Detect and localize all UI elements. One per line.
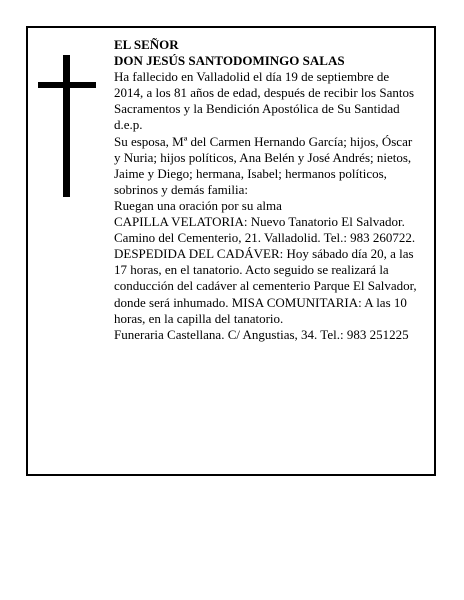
family-list: Su esposa, Mª del Carmen Hernando García; hijos, Óscar y Nuria; hijos políticos, Ana Belén y José Andrés; nietos, Jaime y Diego; hermana, Isabel; hermanos políticos, sobrinos y demás familia: [114, 133, 413, 197]
prayer-request: Ruegan una oración por su alma [114, 197, 282, 213]
farewell-info: DESPEDIDA DEL CADÁVER: Hoy sábado día 20, a las 17 horas, en el tanatorio. Acto seguido se realizará la conducción del cadáver al cementerio Parque El Salvador, donde será inhumado. MISA COMUNITARIA: A las 10 horas, en la capilla del tanatorio. [114, 246, 417, 326]
notice-title-line-2: DON JESÚS SANTODOMINGO SALAS [114, 53, 345, 69]
funeral-home-info: Funeraria Castellana. C/ Angustias, 34. Tel.: 983 251225 [114, 326, 409, 342]
notice-title-line-1: EL SEÑOR [114, 37, 179, 52]
cross-vertical-bar [63, 55, 70, 197]
death-announcement: Ha fallecido en Valladolid el día 19 de septiembre de 2014, a los 81 años de edad, después de recibir los Santos Sacramentos y la Bendición Apostólica de Su Santidad [114, 69, 415, 117]
cross-horizontal-bar [38, 82, 96, 88]
cross-icon [38, 55, 96, 197]
obituary-text [114, 37, 420, 343]
rip-abbreviation: d.e.p. [114, 117, 143, 133]
chapel-info: CAPILLA VELATORIA: Nuevo Tanatorio El Salvador. Camino del Cementerio, 21. Valladolid. Tel.: 983 260722. [114, 214, 416, 246]
